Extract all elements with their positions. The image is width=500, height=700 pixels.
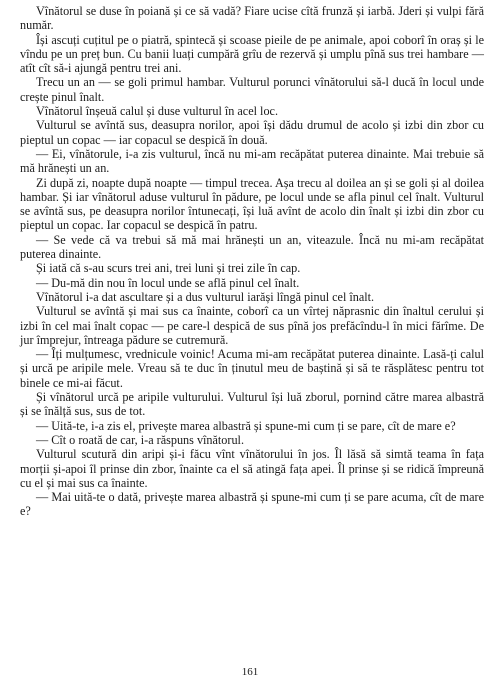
paragraph: Trecu un an — se goli primul hambar. Vulturul porunci vînătorului să-l ducă în locul unde crește pinul înalt.	[20, 75, 484, 104]
paragraph: Își ascuți cuțitul pe o piatră, spintecă și scoase pieile de pe animale, apoi coborî în oraș și le vîndu pe un preț bun. Cu banii luați cumpără grîu de rezervă și umplu pînă sus trei hambare — atît cît să-i ajungă pentru trei ani.	[20, 32, 484, 76]
paragraph: — Se vede că va trebui să mă mai hrănești un an, viteazule. Încă nu mi-am recăpătat puterea dinainte.	[20, 232, 484, 262]
paragraph: Vulturul se avîntă și mai sus ca înainte, coborî ca un vîrtej năprasnic din înaltul cerului și izbi în cel mai înalt copac — pe care-l despică de sus pînă jos prefăcîndu-l în mici fărîme. De jur împrejur, întreaga pădure se cutremură.	[20, 304, 484, 347]
paragraph: — Cît o roată de car, i-a răspuns vînătorul.	[36, 432, 244, 447]
paragraph: Vulturul scutură din aripi și-i făcu vînt vînătorului în jos. Îl lăsă să simtă teama în fața morții și-apoi îl prinse din zbor, înainte ca el să atingă fața apei. Îl prinse și se ridică împreună cu el și mai sus ca înainte.	[20, 447, 484, 490]
paragraph: Vînătorul înșeuă calul și duse vulturul în acel loc.	[36, 104, 278, 119]
paragraph: Vînătorul i-a dat ascultare și a dus vulturul iarăși lîngă pinul cel înalt.	[36, 289, 375, 304]
paragraph: — Uită-te, i-a zis el, privește marea albastră și spune-mi cum ți se pare, cît de mare e?	[36, 418, 456, 433]
paragraph: Și iată că s-au scurs trei ani, trei luni și trei zile în cap.	[36, 261, 301, 276]
paragraph: Vînătorul se duse în poiană și ce să vadă? Fiare ucise cîtă frunză și iarbă. Jderi și vulpi fără număr.	[20, 4, 484, 33]
page-number: 161	[241, 666, 259, 678]
paragraph: Zi după zi, noapte după noapte — timpul trecea. Așa trecu al doilea an și se goli și al doilea hambar. Și iar vînătorul aduse vulturul în pădure, pe locul unde se afla pinul cel înalt. Vulturul se avîntă sus, pe deasupra norilor întunecați, își luă avînt de acolo din înalt și izbi din zbor cu pieptul un copac. Iar copacul se despică în patru.	[20, 175, 484, 233]
paragraph: — Îți mulțumesc, vrednicule voinic! Acuma mi-am recăpătat puterea dinainte. Lasă-ți calul și urcă pe aripile mele. Vreau să te duc în ținutul meu de baștină și să te răsplătesc pentru tot binele ce mi-ai făcut.	[20, 347, 484, 390]
paragraph: Și vînătorul urcă pe aripile vulturului. Vulturul își luă zborul, pornind către marea albastră și se înălță sus, sus de tot.	[20, 390, 484, 419]
page-body	[20, 4, 484, 654]
paragraph: — Mai uită-te o dată, privește marea albastră și spune-mi cum ți se pare acuma, cît de mare e?	[20, 490, 484, 519]
paragraph: Vulturul se avîntă sus, deasupra norilor, apoi își dădu drumul de acolo și izbi din zbor cu pieptul un copac — iar copacul se despică în două.	[20, 118, 484, 147]
paragraph: — Ei, vînătorule, i-a zis vulturul, încă nu mi-am recăpătat puterea dinainte. Mai trebuie să mă hrănești un an.	[20, 146, 484, 176]
paragraph: — Du-mă din nou în locul unde se află pinul cel înalt.	[36, 275, 300, 290]
